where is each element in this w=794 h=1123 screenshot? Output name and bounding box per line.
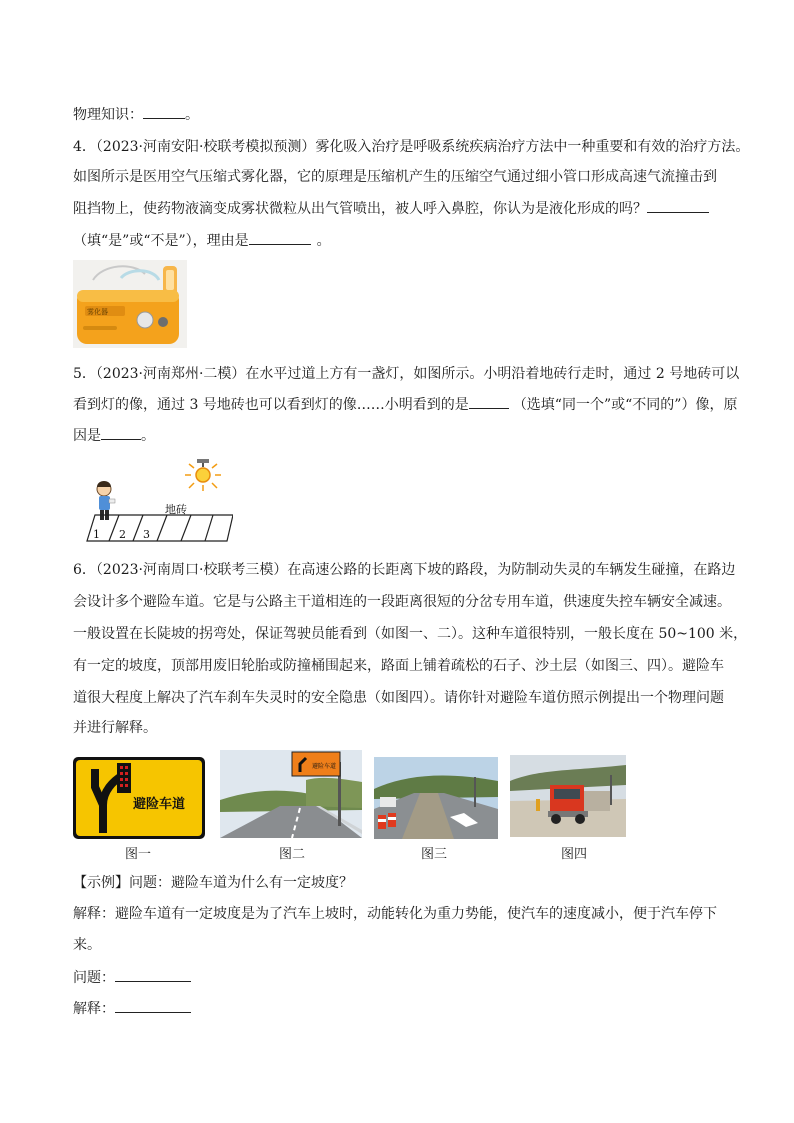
explanation-answer-line	[73, 998, 191, 1019]
example-line: 【示例】问题：避险车道为什么有一定坡度？	[73, 875, 353, 891]
device-brand-text: 雾化器	[87, 308, 108, 316]
q5-line-3: 因是 。	[73, 425, 155, 446]
caption-figure-2: 图二	[278, 847, 305, 862]
sign-text: 避险车道	[133, 797, 186, 812]
intro-text: 物理知识：	[73, 107, 143, 123]
q5-line-2: 看到灯的像，通过 3 号地砖也可以看到灯的像……小明看到的是 （选填“同一个”或“不同的”）像，原	[73, 394, 737, 415]
q6-line-3: 一般设置在长陡坡的拐弯处，保证驾驶员能看到（如图一、二）。这种车道很特别，一般长度在 50~100 米，	[73, 626, 748, 642]
question-label: 问题：	[73, 970, 115, 986]
tile-number-1: 1	[93, 528, 100, 541]
escape-lane-sign-image	[73, 757, 205, 839]
question-answer-blank[interactable]	[115, 967, 191, 982]
answer-blank[interactable]	[249, 230, 311, 245]
question-answer-line	[73, 967, 191, 988]
q5-line-1: 5．（2023·河南郑州·二模）在水平过道上方有一盏灯，如图所示。小明沿着地砖行走时，通过 2 号地砖可以	[73, 366, 740, 382]
q6-line-6: 并进行解释。	[73, 720, 157, 736]
q4-line-3: 阻挡物上，使药物液滴变成雾状微粒从出气管喷出，被人呼入鼻腔，你认为是液化形成的吗？	[73, 198, 709, 219]
tile-label: 地砖	[165, 503, 187, 516]
caption-figure-4: 图四	[560, 847, 587, 862]
nebulizer-image	[73, 260, 187, 348]
lamp-tiles-diagram	[73, 455, 233, 545]
highway-sign-photo	[220, 750, 362, 838]
caption-figure-3: 图三	[420, 847, 447, 862]
q6-line-1: 6．（2023·河南周口·校联考三模）在高速公路的长距离下坡的路段，为防制动失灵的车辆发生碰撞，在路边	[73, 562, 736, 578]
tile-number-2: 2	[119, 528, 126, 541]
q4-line-4: （填“是”或“不是”），理由是 。	[73, 230, 331, 251]
q4-line-2: 如图所示是医用空气压缩式雾化器，它的原理是压缩机产生的压缩空气通过细小管口形成高速气流撞击到	[73, 169, 717, 185]
answer-blank[interactable]	[647, 198, 709, 213]
q6-line-4: 有一定的坡度，顶部用废旧轮胎或防撞桶围起来，路面上铺着疏松的石子、沙土层（如图三、四）。避险车	[73, 658, 724, 674]
escape-lane-barrels-photo	[374, 757, 498, 839]
intro-line: 物理知识： 。	[73, 104, 199, 125]
truck-gravel-photo	[510, 755, 626, 837]
small-sign-text: 避险车道	[312, 763, 337, 770]
explain-line-1: 解释：避险车道有一定坡度是为了汽车上坡时，动能转化为重力势能，使汽车的速度减小，便于汽车停下	[73, 906, 717, 922]
q4-line-1: 4．（2023·河南安阳·校联考模拟预测）雾化吸入治疗是呼吸系统疾病治疗方法中一种重要和有效的治疗方法。	[73, 139, 750, 155]
answer-blank[interactable]	[143, 104, 185, 119]
explanation-answer-blank[interactable]	[115, 998, 191, 1013]
explain-line-2: 来。	[73, 937, 101, 953]
answer-blank[interactable]	[101, 425, 141, 440]
caption-figure-1: 图一	[124, 847, 151, 862]
tile-number-3: 3	[143, 528, 150, 541]
q6-line-2: 会设计多个避险车道。它是与公路主干道相连的一段距离很短的分岔专用车道，供速度失控车辆安全减速。	[73, 594, 731, 610]
lamp-icon	[185, 459, 221, 491]
boy-figure	[97, 481, 115, 520]
answer-blank[interactable]	[469, 394, 509, 409]
q6-line-5: 道很大程度上解决了汽车刹车失灵时的安全隐患（如图四）。请你针对避险车道仿照示例提出一个物理问题	[73, 690, 724, 706]
answer-label: 解释：	[73, 1001, 115, 1017]
